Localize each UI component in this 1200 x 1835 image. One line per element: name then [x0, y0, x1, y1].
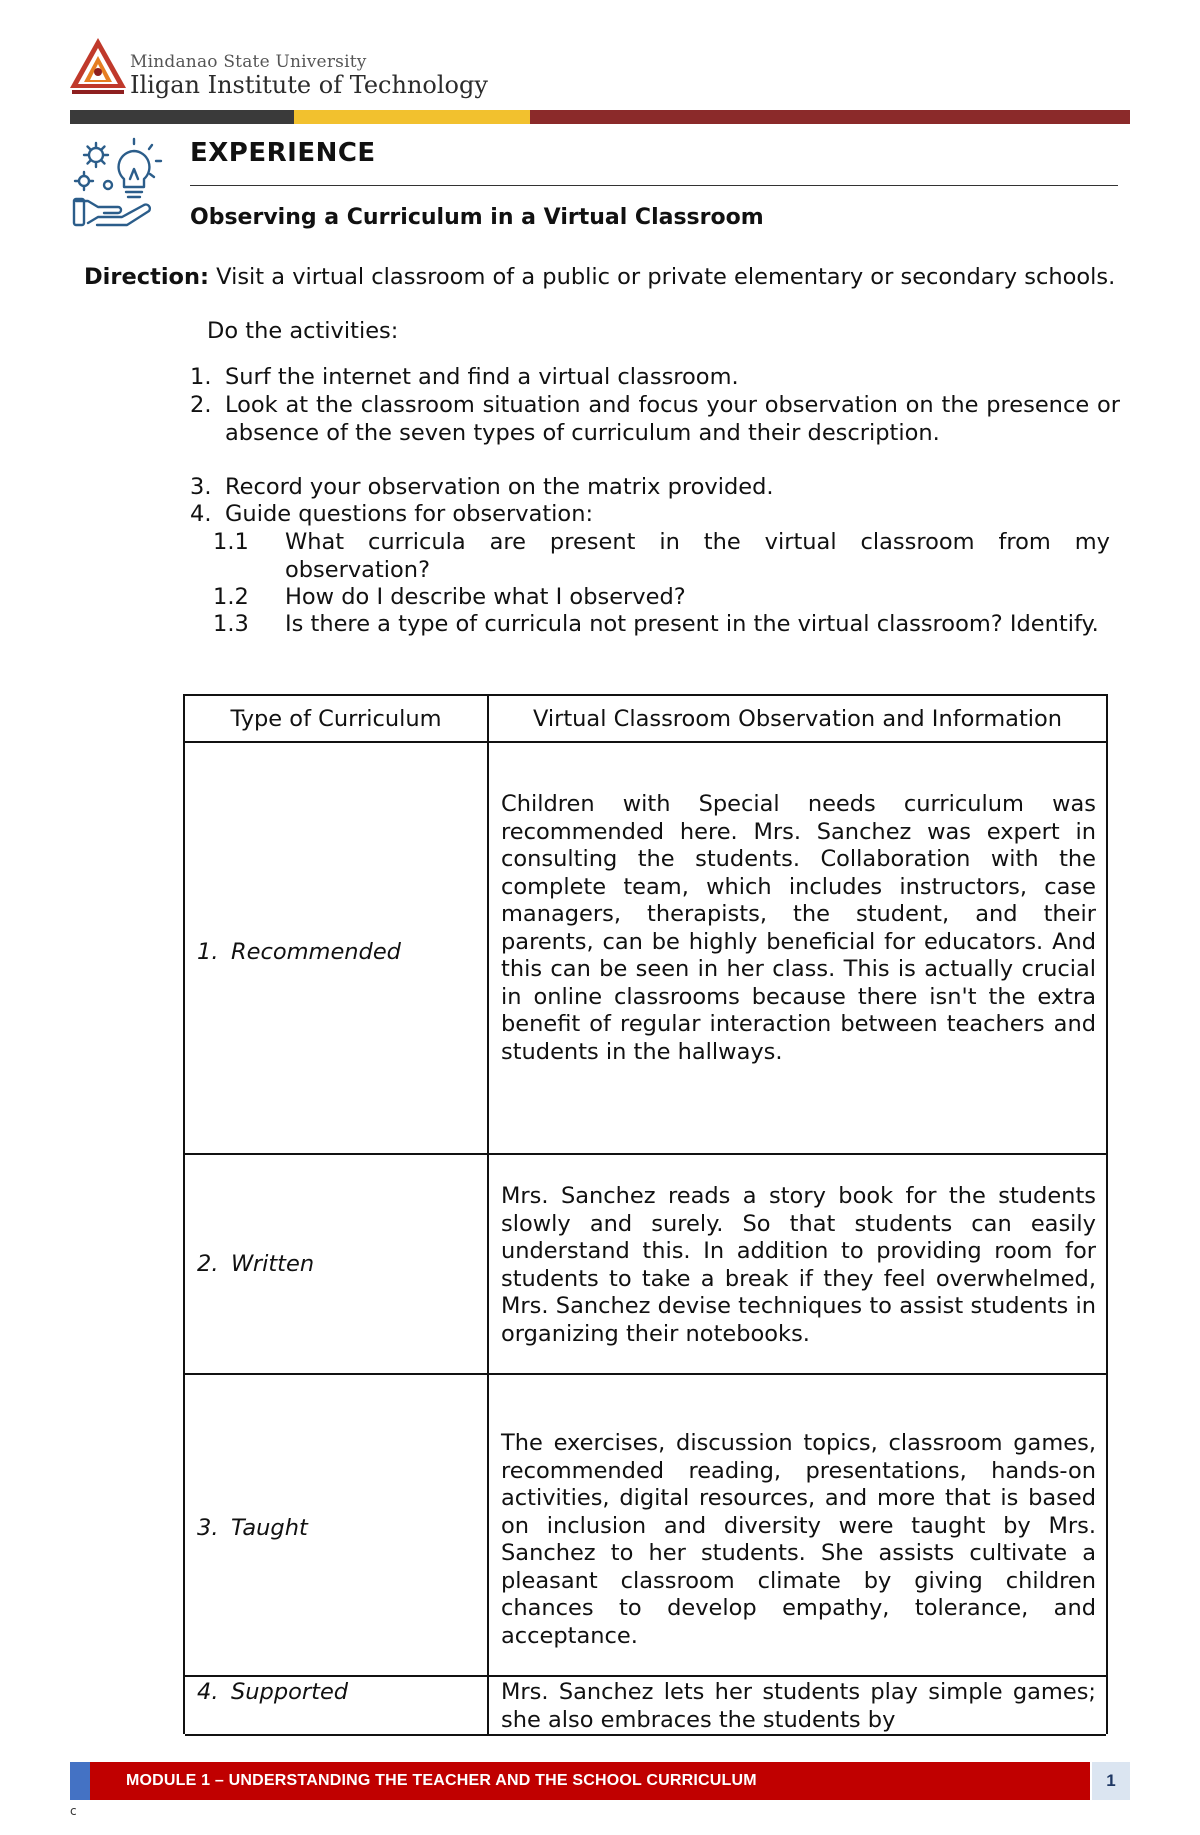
table-header-row: [185, 696, 1106, 743]
section-subtitle: Observing a Curriculum in a Virtual Classroom: [190, 205, 764, 230]
table-row: [185, 743, 1106, 1155]
university-logo-icon: [68, 36, 128, 98]
curriculum-type-name: Written: [231, 1251, 315, 1277]
table-header-cell: [489, 696, 1106, 741]
footer-bar: [90, 1762, 1090, 1800]
guide-question-number: 1.3: [213, 611, 249, 637]
observation-table: [183, 694, 1108, 1734]
list-item: [190, 392, 1120, 447]
list-item-number: 1.: [190, 364, 212, 390]
band-segment-maroon: [530, 110, 1130, 124]
header-type-of-curriculum: Type of Curriculum: [230, 706, 442, 732]
guide-question: [213, 611, 1110, 639]
observation-text: Children with Special needs curriculum was recommended here. Mrs. Sanchez was expert in consulting the students. Collaboration with the complete team, which includes instructors, case managers, therapists, the student, and their parents, can be highly beneficial for educators. And this can be seen in her class. This is actually crucial in online classrooms because there isn't the extra benefit of regular interaction between teachers and students in the hallways.: [501, 791, 1096, 1065]
list-item-text: Look at the classroom situation and focus your observation on the presence or absence of the seven types of curriculum and their description.: [225, 392, 1120, 446]
curriculum-type-label: [197, 1515, 308, 1541]
curriculum-type-cell: [185, 1375, 489, 1675]
list-item: [190, 474, 1120, 502]
curriculum-type-number: 3.: [197, 1515, 219, 1541]
list-item-number: 3.: [190, 474, 212, 500]
observation-text: Mrs. Sanchez lets her students play simple games; she also embraces the students by: [501, 1679, 1096, 1733]
university-name: Mindanao State University: [130, 52, 367, 72]
section-divider: [190, 185, 1118, 186]
curriculum-type-number: 1.: [197, 939, 219, 965]
header-observation: Virtual Classroom Observation and Information: [532, 706, 1063, 732]
lightbulb-gears-hand-icon: [72, 135, 168, 233]
guide-question-text: Is there a type of curricula not present in the virtual classroom? Identify.: [285, 611, 1099, 637]
institute-name: Iligan Institute of Technology: [130, 71, 488, 99]
direction-text: Visit a virtual classroom of a public or private elementary or secondary schools.: [209, 264, 1116, 290]
curriculum-type-label: [197, 1679, 348, 1705]
header-color-band: [70, 110, 1130, 124]
curriculum-type-label: [197, 939, 401, 965]
list-item-number: 2.: [190, 392, 212, 418]
curriculum-type-number: 2.: [197, 1251, 219, 1277]
curriculum-type-name: Taught: [231, 1515, 308, 1541]
curriculum-type-cell: [185, 1155, 489, 1373]
list-item-number: 4.: [190, 501, 212, 527]
list-item-text: Surf the internet and find a virtual classroom.: [225, 364, 739, 390]
observation-cell: [489, 1677, 1106, 1734]
footer-accent: [70, 1762, 90, 1800]
guide-question-number: 1.2: [213, 584, 249, 610]
list-item-text: Record your observation on the matrix provided.: [225, 474, 774, 500]
list-item: [190, 501, 1120, 529]
table-row: [185, 1375, 1106, 1677]
curriculum-type-name: Recommended: [231, 939, 401, 965]
list-item: [190, 364, 1120, 392]
direction-paragraph: [84, 264, 1120, 292]
band-segment-yellow: [294, 110, 530, 124]
curriculum-type-cell: [185, 1677, 489, 1734]
table-row: [185, 1155, 1106, 1375]
page-number: 1: [1092, 1762, 1130, 1800]
observation-cell: [489, 1155, 1106, 1373]
guide-question-number: 1.1: [213, 529, 249, 555]
list-item-text: Guide questions for observation:: [225, 501, 594, 527]
section-title: EXPERIENCE: [190, 138, 376, 168]
guide-question: [213, 584, 1110, 612]
guide-question-text: What curricula are present in the virtual classroom from my observation?: [285, 529, 1110, 583]
table-row: [185, 1677, 1106, 1736]
curriculum-type-label: [197, 1251, 314, 1277]
footer-mark: c: [70, 1804, 77, 1818]
observation-text: The exercises, discussion topics, classroom games, recommended reading, presentations, hands-on activities, digital resources, and more that is based on inclusion and diversity were taught by Mrs. Sanchez to her students. She assists cultivate a pleasant classroom climate by giving children chances to develop empathy, tolerance, and acceptance.: [501, 1430, 1096, 1649]
observation-text: Mrs. Sanchez reads a story book for the students slowly and surely. So that students can easily understand this. In addition to providing room for students to take a break if they feel overwhelmed, Mrs. Sanchez devise techniques to assist students in organizing their notebooks.: [501, 1183, 1096, 1347]
direction-label: Direction:: [84, 264, 210, 290]
page-footer: [70, 1762, 1130, 1800]
curriculum-type-name: Supported: [231, 1679, 349, 1705]
band-segment-dark: [70, 110, 294, 124]
table-header-cell: [185, 696, 489, 741]
guide-question-text: How do I describe what I observed?: [285, 584, 686, 610]
observation-cell: [489, 743, 1106, 1153]
footer-module-text: MODULE 1 – UNDERSTANDING THE TEACHER AND THE SCHOOL CURRICULUM: [126, 1772, 757, 1789]
curriculum-type-number: 4.: [197, 1679, 219, 1705]
curriculum-type-cell: [185, 743, 489, 1153]
guide-question: [213, 529, 1110, 584]
do-activities-text: Do the activities:: [207, 318, 399, 344]
observation-cell: [489, 1375, 1106, 1675]
